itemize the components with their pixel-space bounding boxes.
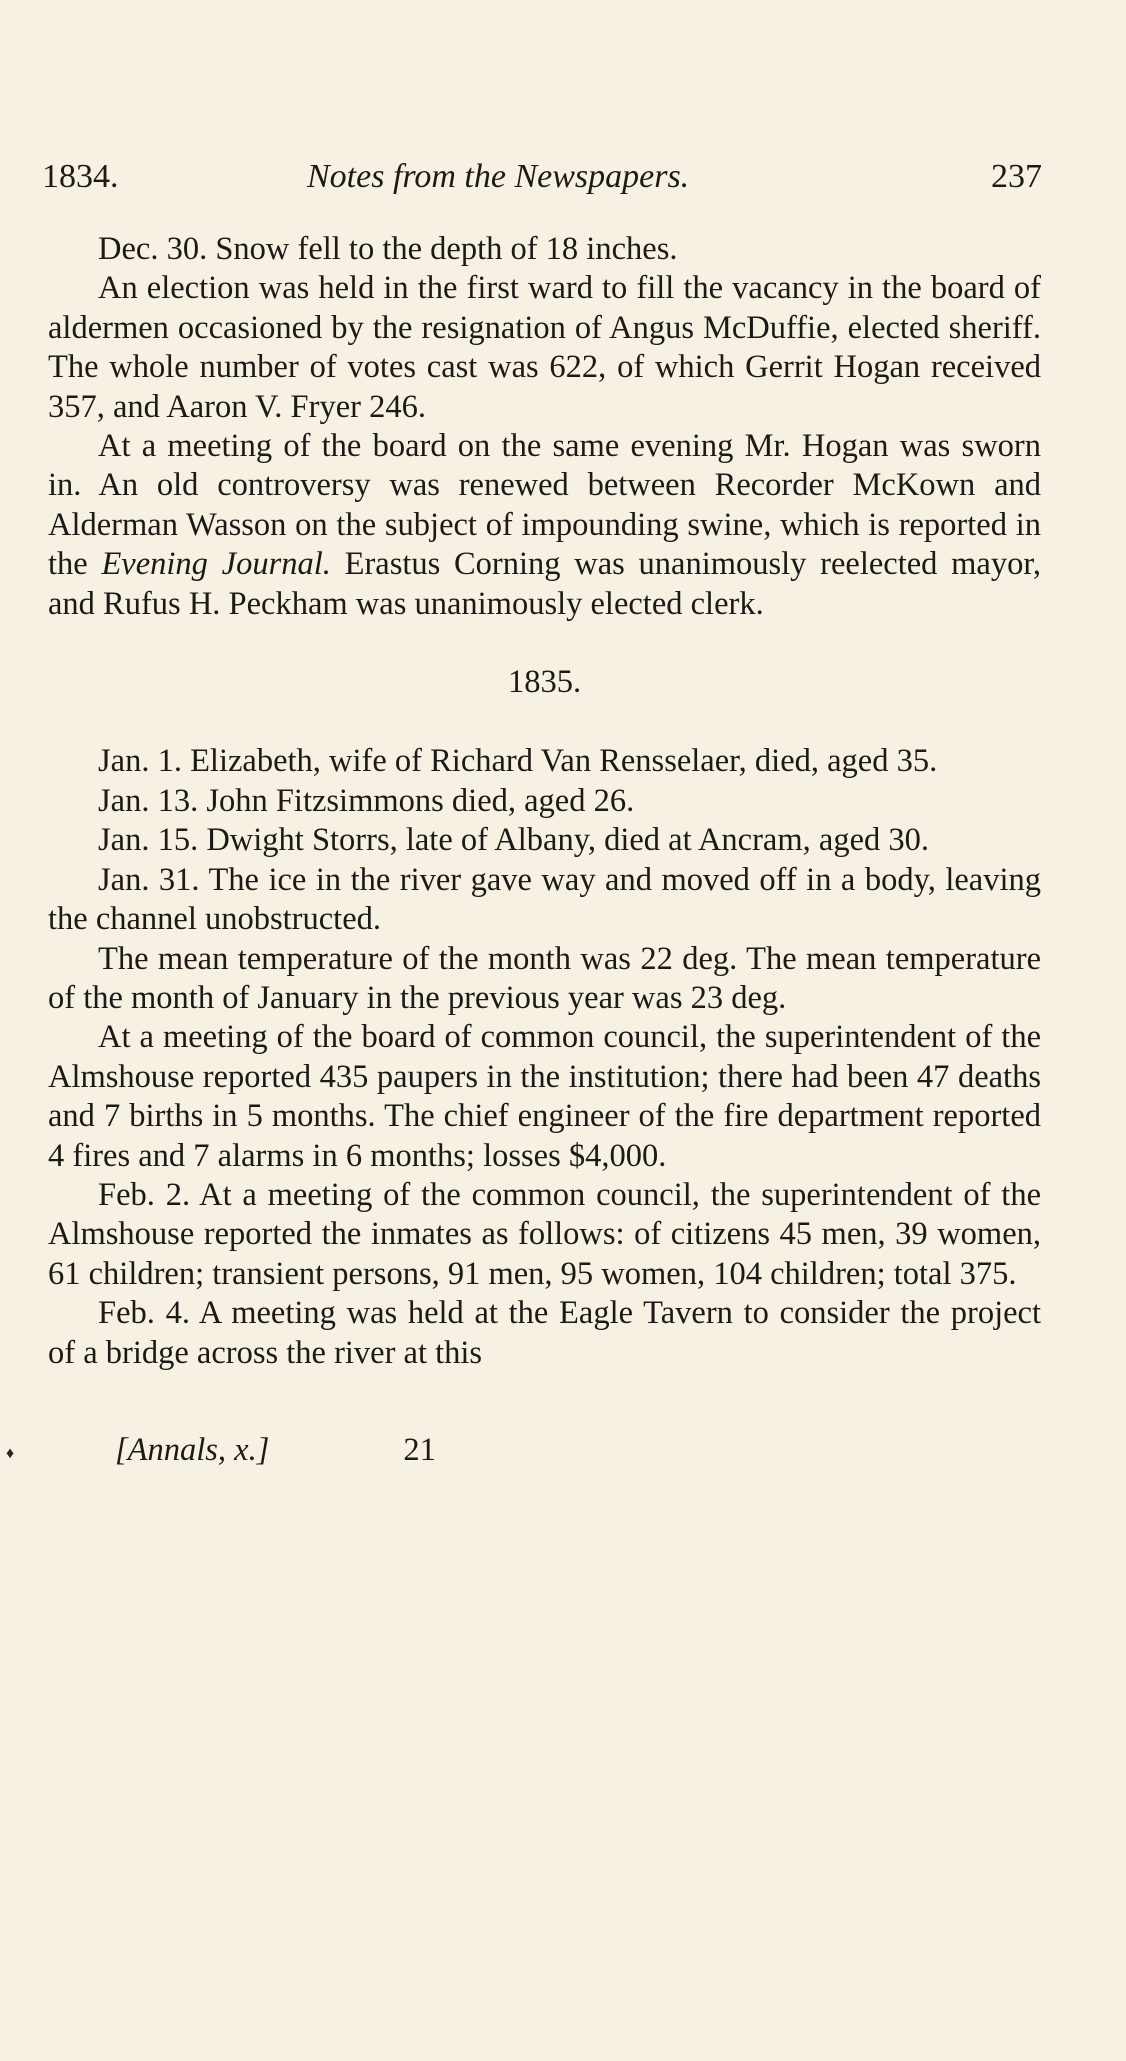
paragraph-text: Erastus Corning was unanimously reelected mayor, and Rufus H. Peckham was unanimously elected clerk.: [48, 546, 1041, 622]
paragraph: The mean temperature of the month was 22 deg. The mean temperature of the month of January in the previous year was 23 deg.: [48, 940, 1041, 1016]
paragraph: An election was held in the first ward to fill the vacancy in the board of aldermen occasioned by the resignation of Angus McDuffie, elected sheriff. The whole number of votes cast was 622, of which Gerrit Hogan received 357, and Aaron V. Fryer 246.: [48, 270, 1041, 425]
paragraph: Jan. 1. Elizabeth, wife of Richard Van Rensselaer, died, aged 35.: [98, 743, 938, 780]
paragraph: [48, 427, 1041, 624]
signature-number: 21: [403, 1432, 436, 1468]
paragraph: Dec. 30. Snow fell to the depth of 18 inches.: [98, 231, 678, 267]
paragraph: Feb. 4. A meeting was held at the Eagle Tavern to consider the project of a bridge across the river at this: [48, 1295, 1041, 1371]
paragraph: At a meeting of the board of common council, the superintendent of the Almshouse reported 435 paupers in the institution; there had been 47 deaths and 7 births in 5 months. The chief engineer of the fire department reported 4 fires and 7 alarms in 6 months; losses $4,000.: [48, 1019, 1041, 1174]
running-header: [42, 158, 1042, 206]
signature-mark: [115, 1430, 436, 1470]
header-year: 1834.: [42, 158, 119, 195]
header-title: Notes from the Newspapers.: [307, 158, 690, 195]
paragraph: Jan. 31. The ice in the river gave way and moved off in a body, leaving the channel unobstructed.: [48, 861, 1041, 938]
year-heading: 1835.: [507, 664, 582, 701]
body-text: [48, 230, 1041, 1373]
page-number: 237: [991, 158, 1042, 195]
paragraph-text: At a meeting of the board on the same evening Mr. Hogan was sworn in. An old controversy was renewed between Recorder McKown and Alderman Wasson on the subject of impounding swine, which is reported in the: [48, 428, 1041, 583]
newspaper-title: Evening Journal.: [101, 546, 331, 583]
paragraph: Jan. 15. Dwight Storrs, late of Albany, died at Ancram, aged 30.: [98, 822, 929, 859]
signature-label: [Annals, x.]: [115, 1432, 270, 1468]
paragraph: Jan. 13. John Fitzsimmons died, aged 26.: [98, 782, 635, 819]
paragraph: Feb. 2. At a meeting of the common council, the superintendent of the Almshouse reported the inmates as follows: of citizens 45 men, 39 women, 61 children; transient persons, 91 men, 95 women, 104 children; total 375.: [48, 1176, 1041, 1292]
margin-dot-icon: ♦: [6, 1445, 15, 1462]
